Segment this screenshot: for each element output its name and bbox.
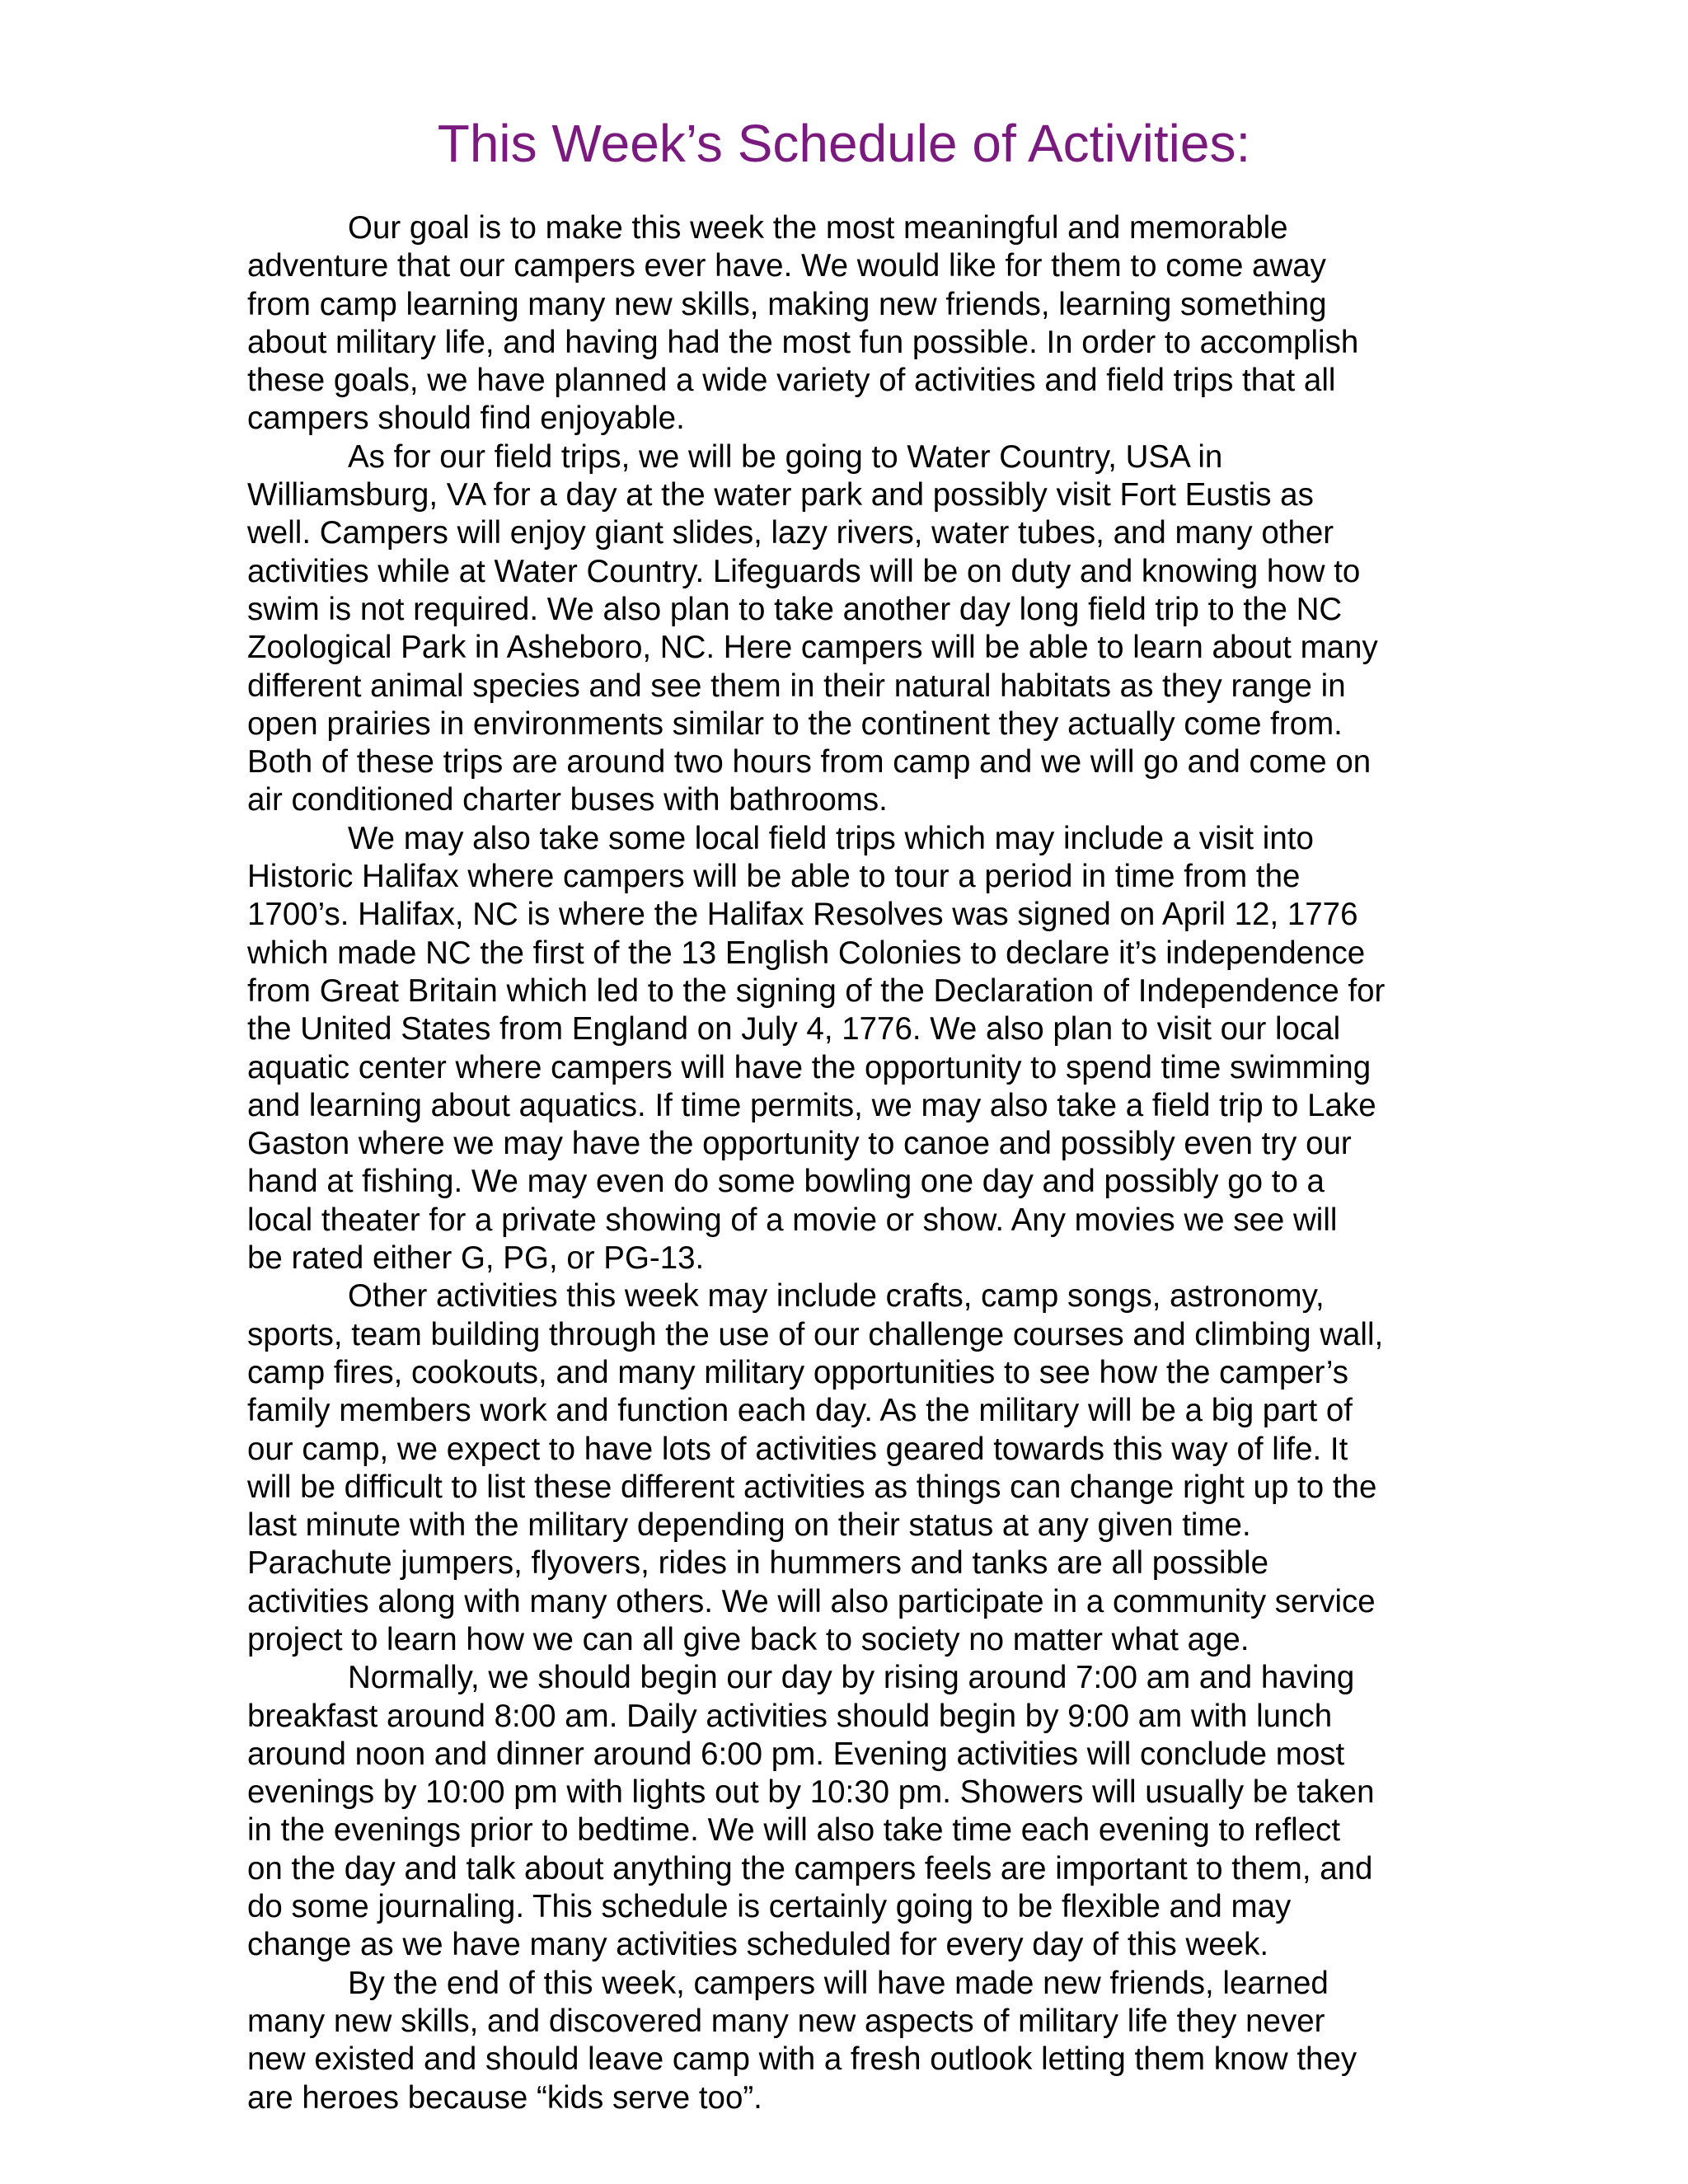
- paragraph: [247, 1277, 1451, 1659]
- paragraph: [247, 438, 1451, 820]
- text-line: camp fires, cookouts, and many military opportunities to see how the camper’s: [247, 1354, 1349, 1390]
- paragraph: [247, 209, 1451, 438]
- text-line: Gaston where we may have the opportunity to canoe and possibly even try our: [247, 1126, 1352, 1162]
- text-line: well. Campers will enjoy giant slides, lazy rivers, water tubes, and many other: [247, 515, 1334, 551]
- paragraph: [247, 820, 1451, 1278]
- text-line: different animal species and see them in their natural habitats as they range in: [247, 668, 1346, 704]
- text-line: swim is not required. We also plan to take another day long field trip to the NC: [247, 591, 1343, 627]
- text-line: Parachute jumpers, flyovers, rides in hummers and tanks are all possible: [247, 1545, 1268, 1582]
- text-line: evenings by 10:00 pm with lights out by 10:30 pm. Showers will usually be taken: [247, 1774, 1375, 1811]
- text-line: Normally, we should begin our day by rising around 7:00 am and having: [348, 1660, 1355, 1696]
- text-line: about military life, and having had the most fun possible. In order to accomplish: [247, 324, 1359, 360]
- text-line: family members work and function each day. As the military will be a big part of: [247, 1393, 1353, 1429]
- text-line: in the evenings prior to bedtime. We will also take time each evening to reflect: [247, 1812, 1341, 1849]
- text-line: project to learn how we can all give back to society no matter what age.: [247, 1621, 1250, 1657]
- document-body: [247, 209, 1451, 2117]
- text-line: We may also take some local field trips which may include a visit into: [348, 820, 1314, 856]
- text-line: air conditioned charter buses with bathrooms.: [247, 782, 888, 818]
- text-line: activities along with many others. We will also participate in a community service: [247, 1583, 1376, 1619]
- text-line: new existed and should leave camp with a fresh outlook letting them know they: [247, 2041, 1357, 2078]
- text-line: these goals, we have planned a wide variety of activities and field trips that all: [247, 363, 1336, 399]
- text-line: Both of these trips are around two hours from camp and we will go and come on: [247, 744, 1372, 780]
- text-line: Our goal is to make this week the most meaningful and memorable: [348, 210, 1288, 246]
- text-line: campers should find enjoyable.: [247, 401, 685, 437]
- text-line: 1700’s. Halifax, NC is where the Halifax Resolves was signed on April 12, 1776: [247, 897, 1358, 933]
- text-line: activities while at Water Country. Lifeguards will be on duty and knowing how to: [247, 553, 1361, 589]
- text-line: be rated either G, PG, or PG-13.: [247, 1240, 705, 1277]
- text-line: and learning about aquatics. If time permits, we may also take a field trip to Lake: [247, 1087, 1376, 1123]
- page-title: This Week’s Schedule of Activities:: [437, 114, 1251, 173]
- text-line: do some journaling. This schedule is certainly going to be flexible and may: [247, 1889, 1292, 1925]
- text-line: Historic Halifax where campers will be able to tour a period in time from the: [247, 859, 1301, 895]
- text-line: aquatic center where campers will have the opportunity to spend time swimming: [247, 1049, 1372, 1085]
- text-line: sports, team building through the use of our challenge courses and climbing wall,: [247, 1316, 1384, 1352]
- text-line: are heroes because “kids serve too”.: [247, 2079, 762, 2116]
- text-line: from camp learning many new skills, making new friends, learning something: [247, 286, 1327, 322]
- text-line: open prairies in environments similar to the continent they actually come from.: [247, 705, 1343, 742]
- text-line: last minute with the military depending on their status at any given time.: [247, 1507, 1251, 1544]
- text-line: local theater for a private showing of a movie or show. Any movies we see will: [247, 1202, 1338, 1238]
- text-line: Williamsburg, VA for a day at the water park and possibly visit Fort Eustis as: [247, 477, 1314, 513]
- text-line: our camp, we expect to have lots of activities geared towards this way of life. It: [247, 1431, 1348, 1467]
- text-line: which made NC the first of the 13 English Colonies to declare it’s independence: [247, 935, 1366, 971]
- paragraph: [247, 1965, 1451, 2117]
- text-line: hand at fishing. We may even do some bowling one day and possibly go to a: [247, 1164, 1325, 1200]
- text-line: Other activities this week may include crafts, camp songs, astronomy,: [348, 1278, 1325, 1315]
- text-line: on the day and talk about anything the campers feels are important to them, and: [247, 1850, 1373, 1886]
- text-line: the United States from England on July 4, 1776. We also plan to visit our local: [247, 1011, 1341, 1047]
- text-line: Zoological Park in Asheboro, NC. Here campers will be able to learn about many: [247, 630, 1378, 666]
- text-line: from Great Britain which led to the signing of the Declaration of Independence for: [247, 972, 1386, 1009]
- text-line: around noon and dinner around 6:00 pm. Evening activities will conclude most: [247, 1736, 1345, 1772]
- text-line: As for our field trips, we will be going to Water Country, USA in: [348, 438, 1223, 475]
- text-line: many new skills, and discovered many new aspects of military life they never: [247, 2003, 1325, 2039]
- text-line: breakfast around 8:00 am. Daily activities should begin by 9:00 am with lunch: [247, 1698, 1333, 1734]
- text-line: adventure that our campers ever have. We would like for them to come away: [247, 248, 1326, 284]
- paragraph: [247, 1659, 1451, 1964]
- text-line: will be difficult to list these different activities as things can change right up to the: [247, 1469, 1377, 1505]
- text-line: change as we have many activities scheduled for every day of this week.: [247, 1927, 1269, 1963]
- text-line: By the end of this week, campers will have made new friends, learned: [348, 1965, 1329, 2001]
